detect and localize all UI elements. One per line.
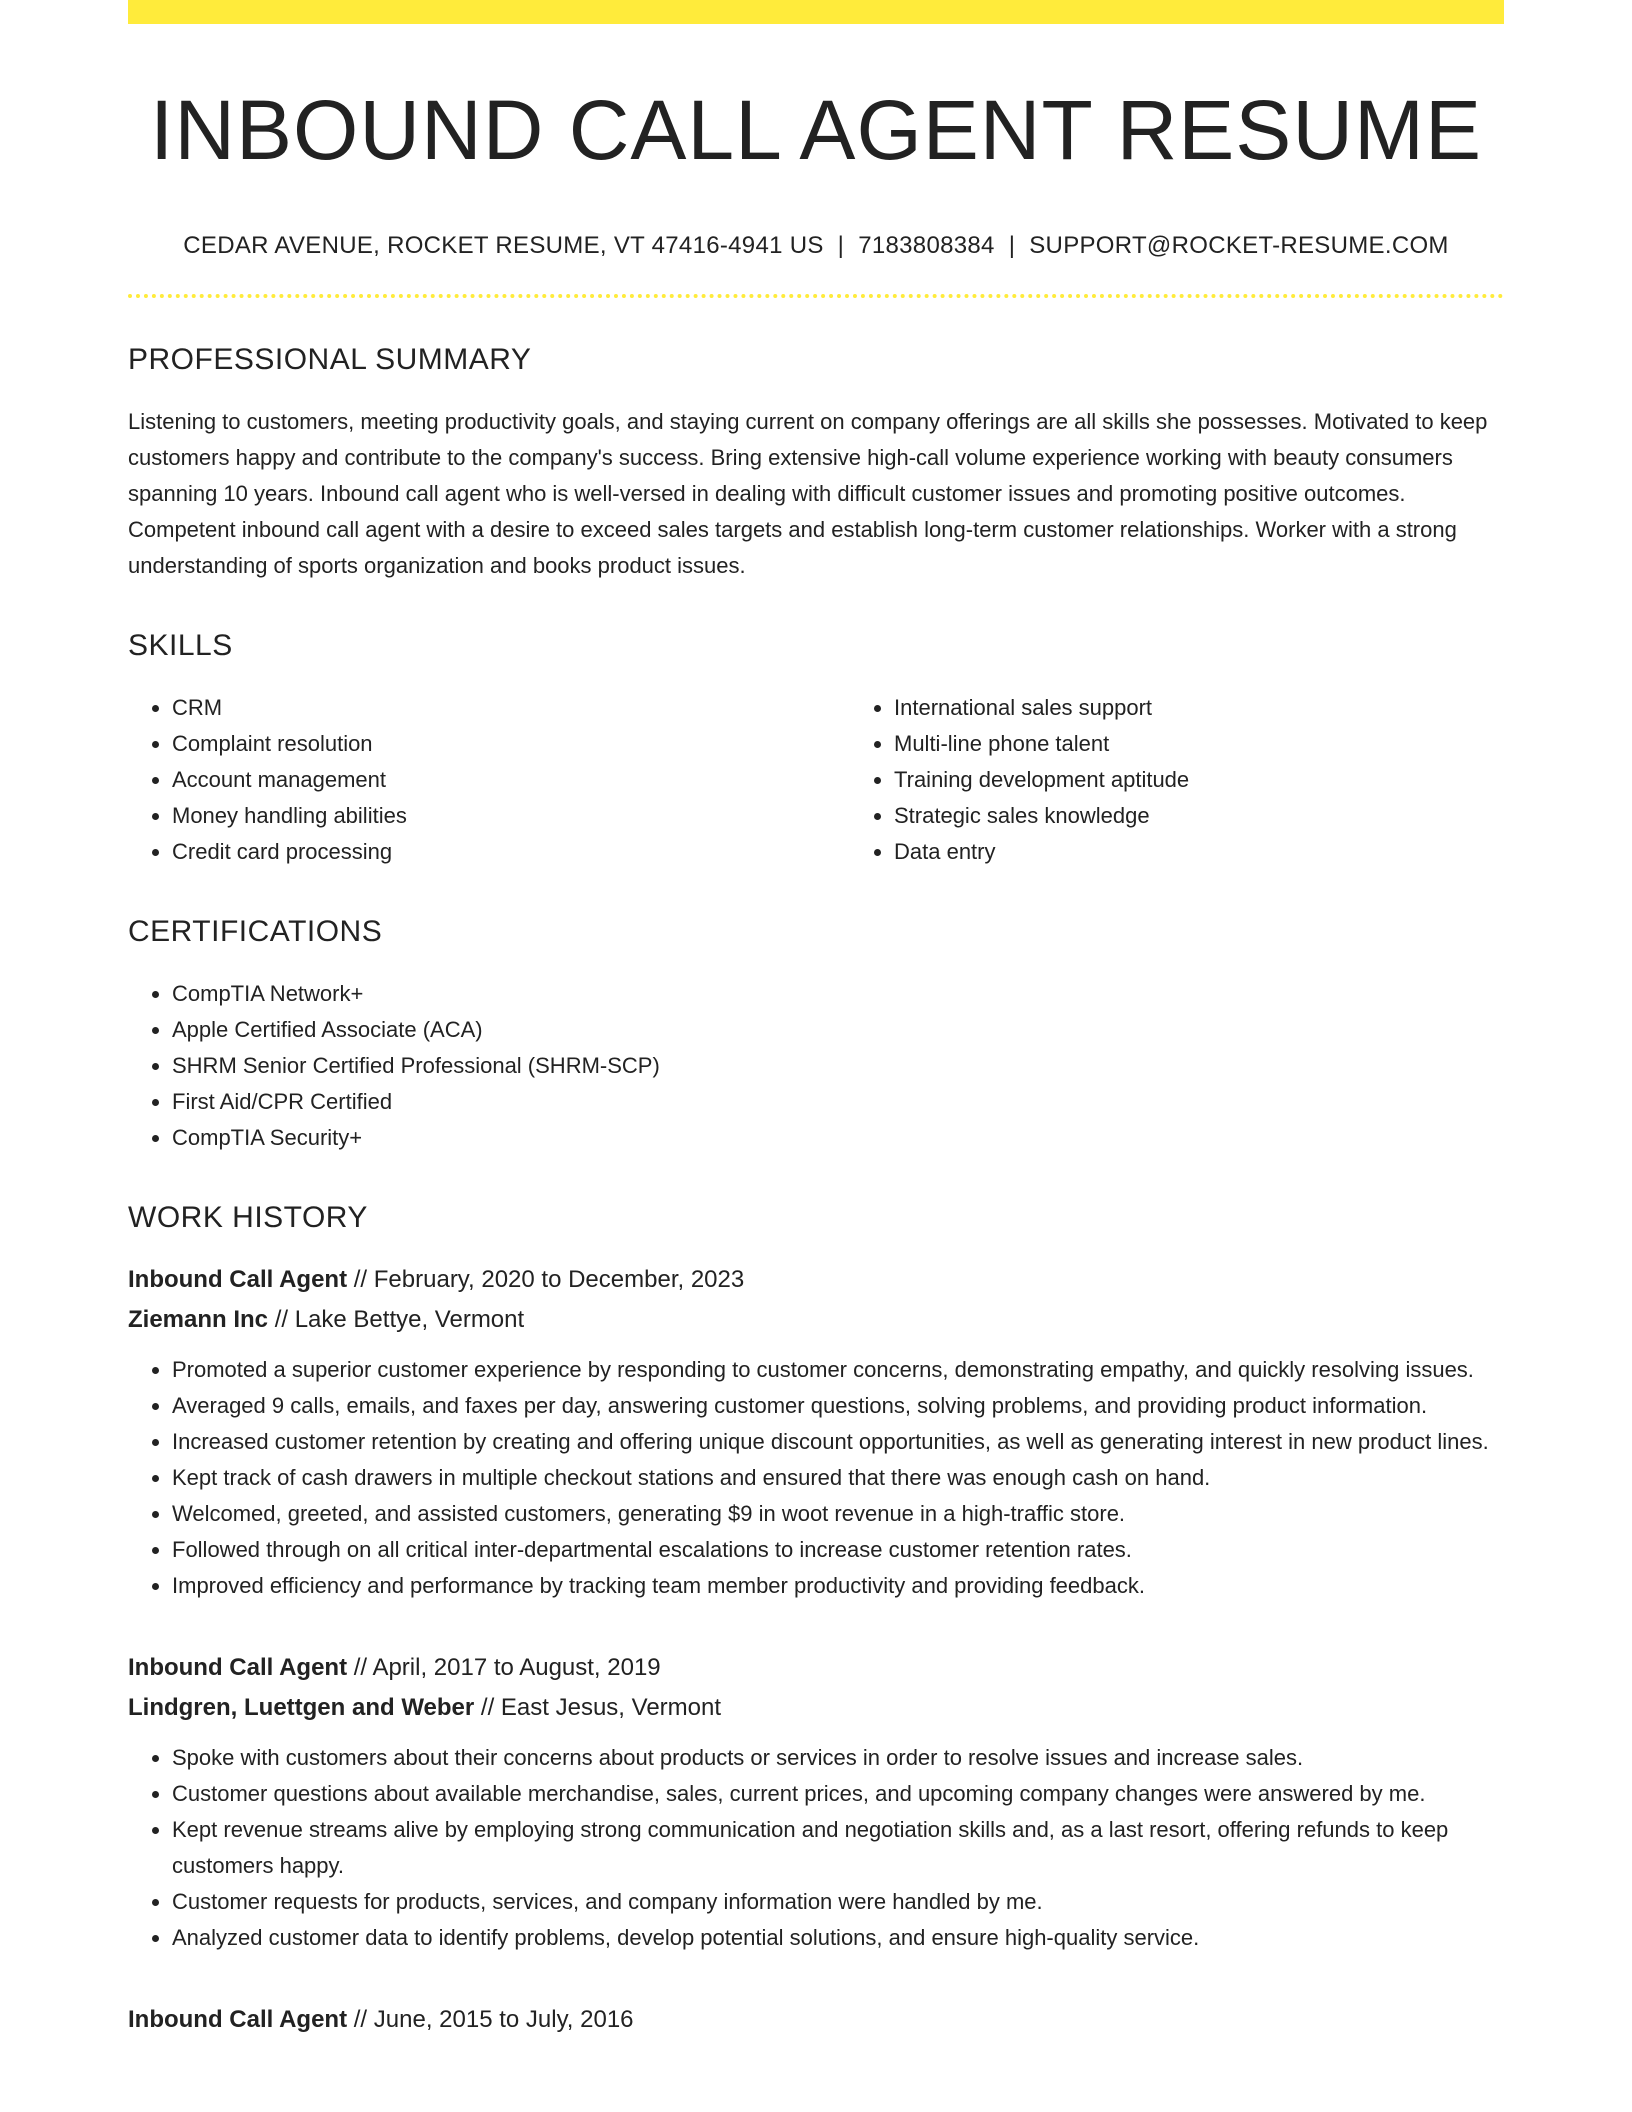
job-role-line xyxy=(128,1648,1504,1688)
job-entry xyxy=(128,2000,1504,2040)
job-company: Ziemann Inc xyxy=(128,1306,269,1334)
job-dates: // April, 2017 to August, 2019 xyxy=(353,1654,661,1682)
list-item: • Complaint resolution xyxy=(172,726,850,762)
list-item: • Spoke with customers about their concerns about products or services in order to resolve issues and increase sales. xyxy=(172,1740,1504,1776)
list-item: • First Aid/CPR Certified xyxy=(172,1084,1504,1120)
job-role-line xyxy=(128,2000,1504,2040)
job-role-line xyxy=(128,1260,1504,1300)
list-item: • SHRM Senior Certified Professional (SHRM-SCP) xyxy=(172,1048,1504,1084)
list-item: • Improved efficiency and performance by tracking team member productivity and providing feedback. xyxy=(172,1568,1504,1604)
list-item: • CompTIA Security+ xyxy=(172,1120,1504,1156)
list-item: • Data entry xyxy=(894,834,1572,870)
skills-column-right xyxy=(850,690,1572,870)
job-entry xyxy=(128,1260,1504,1604)
job-company-line xyxy=(128,1688,1504,1728)
summary-heading: PROFESSIONAL SUMMARY xyxy=(128,343,532,377)
list-item: • Money handling abilities xyxy=(172,798,850,834)
certifications-heading: CERTIFICATIONS xyxy=(128,915,383,949)
list-item: • Customer requests for products, services, and company information were handled by me. xyxy=(172,1884,1504,1920)
list-item: • International sales support xyxy=(894,690,1572,726)
list-item: • Averaged 9 calls, emails, and faxes per day, answering customer questions, solving problems, and providing product information. xyxy=(172,1388,1504,1424)
list-item: • Analyzed customer data to identify problems, develop potential solutions, and ensure high-quality service. xyxy=(172,1920,1504,1956)
certifications-list xyxy=(128,976,1504,1156)
job-role: Inbound Call Agent xyxy=(128,1266,348,1294)
work-history-heading: WORK HISTORY xyxy=(128,1201,368,1235)
skills-heading: SKILLS xyxy=(128,629,233,663)
separator: | xyxy=(837,232,845,260)
job-dates: // February, 2020 to December, 2023 xyxy=(353,1266,745,1294)
contact-line xyxy=(128,232,1504,260)
list-item: • Promoted a superior customer experience by responding to customer concerns, demonstrating empathy, and quickly resolving issues. xyxy=(172,1352,1504,1388)
email: SUPPORT@ROCKET-RESUME.COM xyxy=(1029,232,1449,260)
phone: 7183808384 xyxy=(858,232,995,260)
skills-list xyxy=(128,690,1504,870)
separator: | xyxy=(1008,232,1016,260)
job-company: Lindgren, Luettgen and Weber xyxy=(128,1694,475,1722)
list-item: • Customer questions about available merchandise, sales, current prices, and upcoming company changes were answered by me. xyxy=(172,1776,1504,1812)
accent-bar xyxy=(128,0,1504,24)
job-dates: // June, 2015 to July, 2016 xyxy=(353,2006,634,2034)
list-item: • Welcomed, greeted, and assisted customers, generating $9 in woot revenue in a high-traffic store. xyxy=(172,1496,1504,1532)
job-bullets xyxy=(128,1740,1504,1956)
list-item: • Followed through on all critical inter-departmental escalations to increase customer retention rates. xyxy=(172,1532,1504,1568)
job-role: Inbound Call Agent xyxy=(128,2006,348,2034)
list-item: • Kept track of cash drawers in multiple checkout stations and ensured that there was enough cash on hand. xyxy=(172,1460,1504,1496)
job-company-line xyxy=(128,1300,1504,1340)
list-item: • Increased customer retention by creating and offering unique discount opportunities, as well as generating interest in new product lines. xyxy=(172,1424,1504,1460)
address: CEDAR AVENUE, ROCKET RESUME, VT 47416-4941 US xyxy=(183,232,824,260)
list-item: • Multi-line phone talent xyxy=(894,726,1572,762)
summary-text: Listening to customers, meeting productivity goals, and staying current on company offerings are all skills she possesses. Motivated to keep customers happy and contribute to the company's success. Bring extensive high-call volume experience working with beauty consumers spanning 10 years. Inbound call agent who is well-versed in dealing with difficult customer issues and promoting positive outcomes. Competent inbound call agent with a desire to exceed sales targets and establish long-term customer relationships. Worker with a strong understanding of sports organization and books product issues. xyxy=(128,409,1488,579)
skills-column-left xyxy=(128,690,850,870)
job-role: Inbound Call Agent xyxy=(128,1654,348,1682)
list-item: • CompTIA Network+ xyxy=(172,976,1504,1012)
page-title: INBOUND CALL AGENT RESUME xyxy=(150,83,1482,177)
job-bullets xyxy=(128,1352,1504,1604)
list-item: • Training development aptitude xyxy=(894,762,1572,798)
list-item: • CRM xyxy=(172,690,850,726)
resume-page xyxy=(128,0,1504,2040)
list-item: • Account management xyxy=(172,762,850,798)
list-item: • Credit card processing xyxy=(172,834,850,870)
list-item: • Kept revenue streams alive by employing strong communication and negotiation skills and, as a last resort, offering refunds to keep customers happy. xyxy=(172,1812,1504,1884)
job-entry xyxy=(128,1648,1504,1956)
job-location: // East Jesus, Vermont xyxy=(480,1694,722,1722)
list-item: • Strategic sales knowledge xyxy=(894,798,1572,834)
dotted-divider xyxy=(128,294,1504,298)
list-item: • Apple Certified Associate (ACA) xyxy=(172,1012,1504,1048)
job-location: // Lake Bettye, Vermont xyxy=(274,1306,525,1334)
